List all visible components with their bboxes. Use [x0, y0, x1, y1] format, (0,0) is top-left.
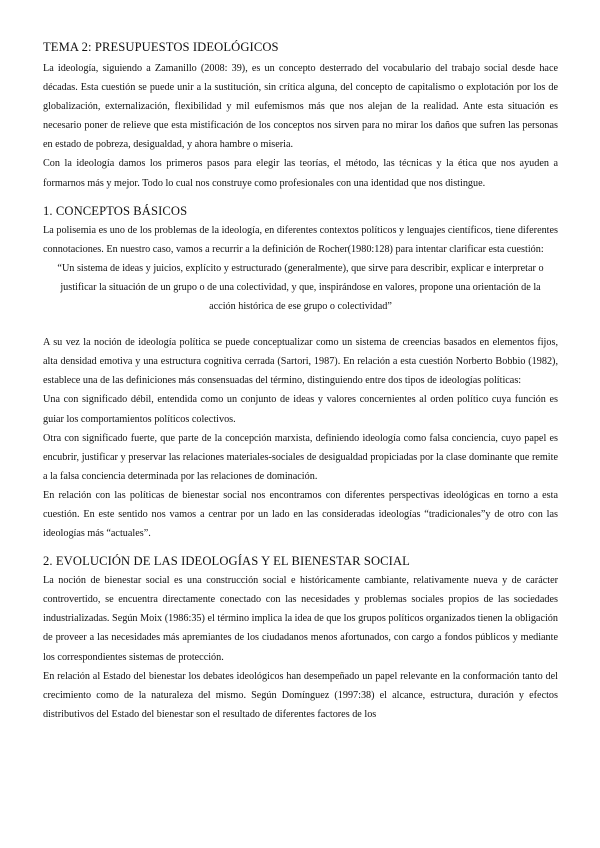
section-1-heading: 1. CONCEPTOS BÁSICOS: [43, 203, 188, 218]
section-1-paragraph-2: A su vez la noción de ideología política se puede conceptualizar como un sistema de creencias basados en elementos fijos, alta densidad emotiva y una estructura cognitiva cerrada (Sartori, 1987). En relación a esta cuestión Norberto Bobbio (1982), establece una de las definiciones más consensuadas del término, distinguiendo entre dos tipos de ideologías políticas:: [43, 337, 558, 387]
section-1-paragraph-3: Una con significado débil, entendida como un conjunto de ideas y valores concernientes al orden político cuya función es guiar los comportamientos políticos colectivos.: [43, 394, 558, 425]
section-2-heading: 2. EVOLUCIÓN DE LAS IDEOLOGÍAS Y EL BIENESTAR SOCIAL: [43, 554, 410, 569]
section-1-paragraph-1: La polisemia es uno de los problemas de la ideología, en diferentes contextos políticos y lenguajes científicos, tiene diferentes connotaciones. En nuestro caso, vamos a recurrir a la definición de Rocher(1980:128) para intentar clarificar esta cuestión:: [43, 224, 558, 255]
intro-paragraph-1: La ideología, siguiendo a Zamanillo (2008: 39), es un concepto desterrado del vocabulario del trabajo social desde hace décadas. Esta cuestión se puede unir a la sustitución, sin crítica alguna, del concepto de capitalismo o explotación por los de globalización, externalización, flexibilidad y mil eufemismos más que nos alejan de la realidad. Ante esta situación es necesario poner de relieve que esta mistificación de los conceptos nos sirven para no mirar los daños que sufren las personas en estado de pobreza, desigualdad, y ahora hambre o miseria.: [43, 63, 558, 151]
section-1-paragraph-5: En relación con las políticas de bienestar social nos encontramos con diferentes perspectivas ideológicas en torno a esta cuestión. En este sentido nos vamos a centrar por un lado en las consideradas ideologías “tradicionales”y de otro con las ideologías más “actuales”.: [43, 489, 558, 540]
spacer: [43, 316, 558, 333]
intro-paragraph-2: Con la ideología damos los primeros pasos para elegir las teorías, el método, las técnicas y la ética que nos ayuden a formarnos más y mejor. Todo lo cual nos construye como profesionales con una identidad que nos distingue.: [43, 158, 558, 189]
section-2-paragraph-1: La noción de bienestar social es una construcción social e históricamente cambiante, relativamente nueva y de carácter controvertido, se encuentra directamente conectado con las necesidades y problemas sociales propios de las sociedades industrializadas. Según Moix (1986:35) el término implica la idea de que los grupos políticos organizados tienen la obligación de proveer a las necesidades más apremiantes de los ciudadanos menos afortunados, con cargo a fondos públicos y mediante los correspondientes sistemas de protección.: [43, 575, 558, 663]
section-2-paragraph-2: En relación al Estado del bienestar los debates ideológicos han desempeñado un papel relevante en la conformación tanto del crecimiento como de la naturaleza del mismo. Según Domínguez (1997:38) el alcance, estructura, duración y efectos distributivos del Estado del bienestar son el resultado de diferentes factores de los: [43, 670, 558, 720]
section-1-paragraph-4: Otra con significado fuerte, que parte de la concepción marxista, definiendo ideología como falsa conciencia, cuyo papel es encubrir, justificar y preservar las relaciones materiales-sociales de desigualdad propiciadas por la clase dominante que remite a la falsa conciencia determinada por las relaciones de dominación.: [43, 432, 558, 482]
document-title: TEMA 2: PRESUPUESTOS IDEOLÓGICOS: [43, 40, 279, 54]
rocher-quote: “Un sistema de ideas y juicios, explícito y estructurado (generalmente), que sirve para describir, explicar e interpretar o justificar la situación de un grupo o de una colectividad, y que, inspirándose en valores, propone una orientación de la acción histórica de ese grupo o colectividad”: [57, 262, 544, 313]
